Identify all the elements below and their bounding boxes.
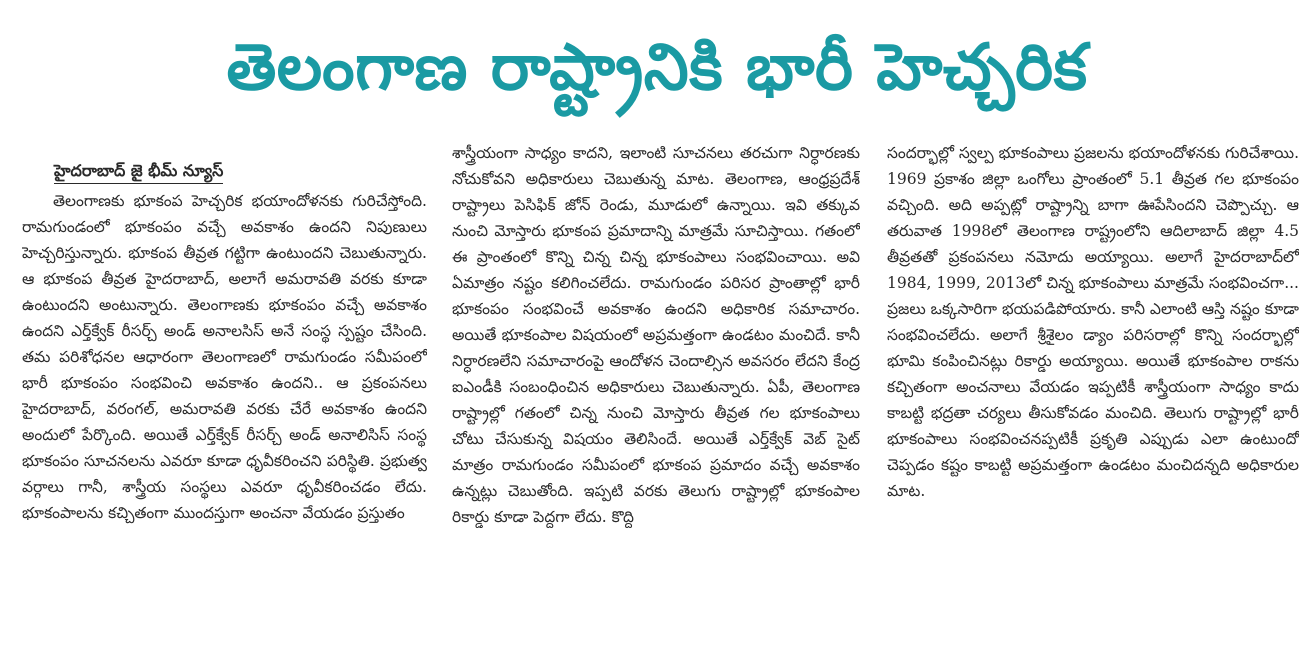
column-3-text: సందర్భాల్లో స్వల్ప భూకంపాలు ప్రజలను భయాందోళనకు గురిచేశాయి. 1969 ప్రకాశం జిల్లా ఒంగోలు ప్రాంతంలో 5.1 తీవ్రత గల భూకంపం వచ్చింది. అది అప్పట్లో రాష్ట్రాన్ని బాగా ఊపేసిందని చెప్పొచ్చు. ఆ తరువాత 1998లో తెలంగాణ రాష్ట్రంలోని ఆదిలాబాద్ జిల్లా 4.5 తీవ్రతతో ప్రకంపనలు నమోదు అయ్యాయి. అలాగే హైదరాబాద్‌లో 1984, 1999, 2013లో చిన్న భూకంపాలు మాత్రమే సంభవించగా... ప్రజలు ఒక్కసారిగా భయపడిపోయారు. కానీ ఎలాంటి ఆస్తి నష్టం కూడా సంభవించలేదు. అలాగే శ్రీశైలం డ్యాం పరిసరాల్లో కొన్ని సందర్భాల్లో భూమి కంపించినట్లు రికార్డు అయ్యాయి. అయితే భూకంపాల రాకను కచ్చితంగా అంచనాలు వేయడం ఇప్పటికీ శాస్త్రీయంగా సాధ్యం కాదు కాబట్టి భద్రతా చర్యలు తీసుకోవడం మంచిది. తెలుగు రాష్ట్రాల్లో భారీ భూకంపాలు సంభవించనప్పటికీ ప్రకృతి ఎప్పుడు ఎలా ఉంటుందో చెప్పడం కష్టం కాబట్టి అప్రమత్తంగా ఉండటం మంచిదన్నది అధికారుల మాట. [887, 144, 1299, 500]
article-column-1 [22, 188, 427, 668]
column-2-text: శాస్త్రీయంగా సాధ్యం కాదని, ఇలాంటి సూచనలు తరచుగా నిర్ధారణకు నోచుకోవని అధికారులు చెబుతున్న మాట. తెలంగాణ, ఆంధ్రప్రదేశ్ రాష్ట్రాలు పెసిఫిక్ జోన్ రెండు, మూడులో ఉన్నాయి. ఇవి తక్కువ నుంచి మోస్తారు భూకంప ప్రమాదాన్ని మాత్రమే సూచిస్తాయి. గతంలో ఈ ప్రాంతంలో కొన్ని చిన్న చిన్న భూకంపాలు సంభవించాయి. అవి ఏమాత్రం నష్టం కలిగించలేదు. రామగుండం పరిసర ప్రాంతాల్లో భారీ భూకంపం సంభవించే అవకాశం ఉందని అధికారిక సమాచారం. అయితే భూకంపాల విషయంలో అప్రమత్తంగా ఉండటం మంచిదే. కానీ నిర్ధారణలేని సమాచారంపై ఆందోళన చెందాల్సిన అవసరం లేదని కేంద్ర ఐఎండీకి సంబంధించిన అధికారులు చెబుతున్నారు. ఏపీ, తెలంగాణ రాష్ట్రాల్లో గతంలో చిన్న నుంచి మోస్తారు తీవ్రత గల భూకంపాలు చోటు చేసుకున్న విషయం తెలిసిందే. అయితే ఎర్త్‌క్వేక్ వెబ్ సైట్ మాత్రం రామగుండం సమీపంలో భూకంప ప్రమాదం వచ్చే అవకాశం ఉన్నట్లు చెబుతోంది. ఇప్పటి వరకు తెలుగు రాష్ట్రాల్లో భూకంపాల రికార్డు కూడా పెద్దగా లేదు. కొద్ది [452, 144, 860, 526]
article-column-2 [452, 140, 860, 668]
article-column-3 [887, 140, 1299, 668]
column-1-text: తెలంగాణకు భూకంప హెచ్చరిక భయాందోళనకు గురిచేస్తోంది. రామగుండంలో భూకంపం వచ్చే అవకాశం ఉందని నిపుణులు హెచ్చరిస్తున్నారు. భూకంప తీవ్రత గట్టిగా ఉంటుందని చెబుతున్నారు. ఆ భూకంప తీవ్రత హైదరాబాద్, అలాగే అమరావతి వరకు కూడా ఉంటుందని అంటున్నారు. తెలంగాణకు భూకంపం వచ్చే అవకాశం ఉందని ఎర్త్‌క్వేక్ రీసర్చ్ అండ్ అనాలసిస్ అనే సంస్థ స్పష్టం చేసింది. తమ పరిశోధనల ఆధారంగా తెలంగాణలో రామగుండం సమీపంలో భారీ భూకంపం సంభవించి అవకాశం ఉందని.. ఆ ప్రకంపనలు హైదరాబాద్, వరంగల్, అమరావతి వరకు చేరే అవకాశం ఉందని అందులో పేర్కొంది. అయితే ఎర్త్‌క్వేక్ రీసర్చ్ అండ్ అనాలిసిస్ సంస్థ భూకంపం సూచనలను ఎవరూ కూడా ధృవీకరించని పరిస్థితి. ప్రభుత్వ వర్గాలు గానీ, శాస్త్రీయ సంస్థలు ఎవరూ ధృవీకరించడం లేదు. భూకంపాలను కచ్చితంగా ముందస్తుగా అంచనా వేయడం ప్రస్తుతం [22, 192, 427, 522]
article-byline: హైదరాబాద్ జై భీమ్ న్యూస్ [54, 160, 223, 184]
article-headline: తెలంగాణ రాష్ట్రానికి భారీ హెచ్చరిక [226, 31, 1088, 105]
